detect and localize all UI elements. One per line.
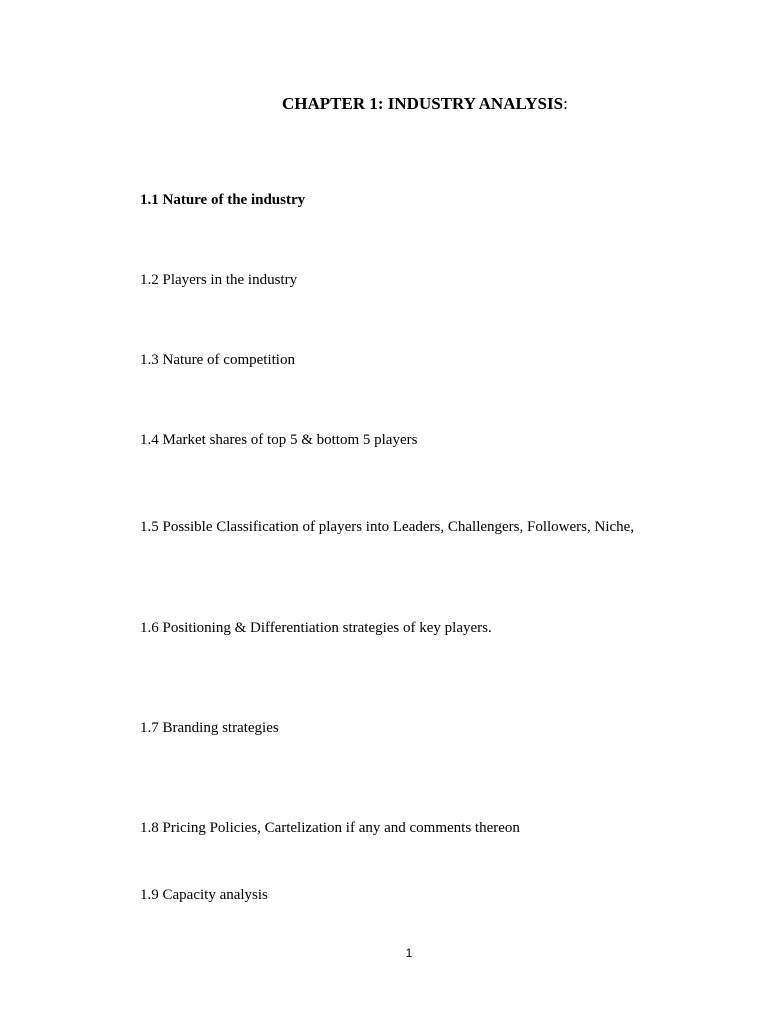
chapter-title-colon: :: [563, 94, 568, 113]
section-1-4: 1.4 Market shares of top 5 & bottom 5 players: [140, 432, 418, 448]
section-1-3: 1.3 Nature of competition: [140, 352, 295, 368]
page-number: 1: [405, 946, 413, 960]
section-1-9: 1.9 Capacity analysis: [140, 887, 268, 903]
section-1-8: 1.8 Pricing Policies, Cartelization if any and comments thereon: [140, 820, 520, 836]
section-1-1: 1.1 Nature of the industry: [140, 192, 306, 208]
section-1-5: 1.5 Possible Classification of players into Leaders, Challengers, Followers, Niche,: [140, 519, 635, 535]
section-1-2: 1.2 Players in the industry: [140, 272, 298, 288]
section-1-7: 1.7 Branding strategies: [140, 720, 279, 736]
chapter-title: [282, 93, 568, 115]
section-1-6: 1.6 Positioning & Differentiation strategies of key players.: [140, 620, 492, 636]
chapter-title-text: CHAPTER 1: INDUSTRY ANALYSIS: [282, 94, 564, 113]
